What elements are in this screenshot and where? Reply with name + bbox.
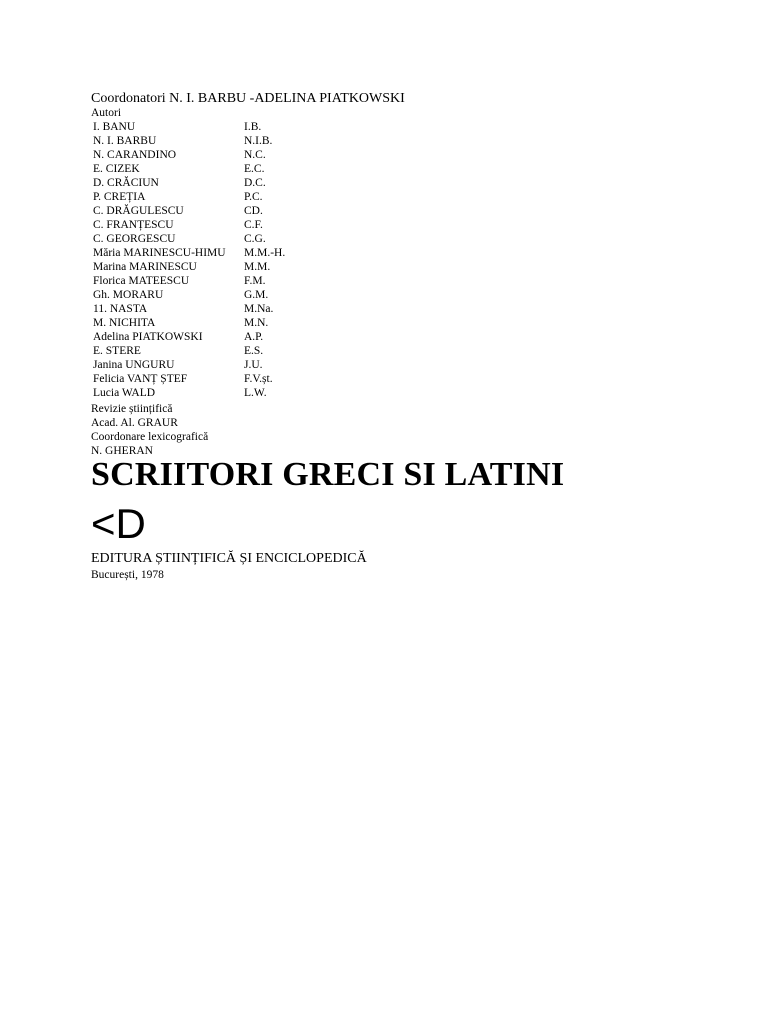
author-abbreviation: M.M.-H. bbox=[244, 247, 286, 259]
author-abbreviation: C.F. bbox=[244, 219, 263, 231]
author-name: C. DRĂGULESCU bbox=[93, 205, 184, 217]
author-abbreviation: A.P. bbox=[244, 331, 264, 343]
author-name: Lucia WALD bbox=[93, 387, 156, 399]
author-row bbox=[93, 120, 393, 134]
author-row bbox=[93, 190, 393, 204]
author-abbreviation: L.W. bbox=[244, 387, 267, 399]
author-row bbox=[93, 148, 393, 162]
author-abbreviation: N.I.B. bbox=[244, 135, 273, 147]
author-name: E. STERE bbox=[93, 345, 141, 357]
author-name: C. FRANȚESCU bbox=[93, 219, 174, 231]
author-abbreviation: J.U. bbox=[244, 359, 263, 371]
author-name: Adelina PIATKOWSKI bbox=[93, 331, 203, 343]
lexicography-label: Coordonare lexicografică bbox=[91, 431, 209, 443]
author-row bbox=[93, 288, 393, 302]
author-row bbox=[93, 274, 393, 288]
author-abbreviation: F.V.șt. bbox=[244, 373, 273, 385]
author-abbreviation: D.C. bbox=[244, 177, 266, 189]
author-abbreviation: F.M. bbox=[244, 275, 266, 287]
author-row bbox=[93, 232, 393, 246]
author-name: C. GEORGESCU bbox=[93, 233, 176, 245]
author-name: P. CREȚIA bbox=[93, 191, 146, 203]
revision-name: Acad. Al. GRAUR bbox=[91, 417, 178, 429]
author-abbreviation: M.M. bbox=[244, 261, 271, 273]
author-name: Janina UNGURU bbox=[93, 359, 175, 371]
author-name: M. NICHITA bbox=[93, 317, 156, 329]
author-name: 11. NASTA bbox=[93, 303, 148, 315]
author-abbreviation: CD. bbox=[244, 205, 263, 217]
lexicography-name: N. GHERAN bbox=[91, 445, 153, 457]
author-name: Măria MARINESCU-HIMU bbox=[93, 247, 226, 259]
publisher-logo: <D bbox=[91, 500, 146, 547]
authors-list bbox=[93, 120, 393, 400]
author-abbreviation: G.M. bbox=[244, 289, 269, 301]
author-name: Felicia VANȚ ȘTEF bbox=[93, 373, 188, 385]
coordinators-line: Coordonatori N. I. BARBU -ADELINA PIATKOWSKI bbox=[91, 91, 405, 106]
author-row bbox=[93, 302, 393, 316]
author-abbreviation: E.C. bbox=[244, 163, 265, 175]
author-row bbox=[93, 204, 393, 218]
author-abbreviation: I.B. bbox=[244, 121, 262, 133]
author-name: Florica MATEESCU bbox=[93, 275, 190, 287]
author-row bbox=[93, 162, 393, 176]
author-abbreviation: C.G. bbox=[244, 233, 266, 245]
author-name: I. BANU bbox=[93, 121, 136, 133]
author-abbreviation: M.N. bbox=[244, 317, 269, 329]
book-title: SCRIITORI GRECI SI LATINI bbox=[91, 456, 565, 493]
author-row bbox=[93, 176, 393, 190]
author-abbreviation: M.Na. bbox=[244, 303, 274, 315]
author-name: N. I. BARBU bbox=[93, 135, 157, 147]
author-name: N. CARANDINO bbox=[93, 149, 177, 161]
author-name: Gh. MORARU bbox=[93, 289, 164, 301]
publisher-name: EDITURA ȘTIINȚIFICĂ ȘI ENCICLOPEDICĂ bbox=[91, 551, 367, 566]
author-row bbox=[93, 372, 393, 386]
author-abbreviation: N.C. bbox=[244, 149, 266, 161]
credits-block bbox=[91, 402, 208, 458]
author-row bbox=[93, 260, 393, 274]
author-name: D. CRĂCIUN bbox=[93, 177, 159, 189]
authors-label: Autori bbox=[91, 107, 122, 119]
author-row bbox=[93, 330, 393, 344]
author-row bbox=[93, 134, 393, 148]
author-row bbox=[93, 358, 393, 372]
author-abbreviation: P.C. bbox=[244, 191, 263, 203]
author-name: E. CIZEK bbox=[93, 163, 140, 175]
author-name: Marina MARINESCU bbox=[93, 261, 197, 273]
author-row bbox=[93, 386, 393, 400]
author-row bbox=[93, 246, 393, 260]
author-row bbox=[93, 316, 393, 330]
author-row bbox=[93, 218, 393, 232]
place-year: București, 1978 bbox=[91, 569, 164, 581]
author-abbreviation: E.S. bbox=[244, 345, 264, 357]
revision-label: Revizie științifică bbox=[91, 403, 173, 415]
author-row bbox=[93, 344, 393, 358]
